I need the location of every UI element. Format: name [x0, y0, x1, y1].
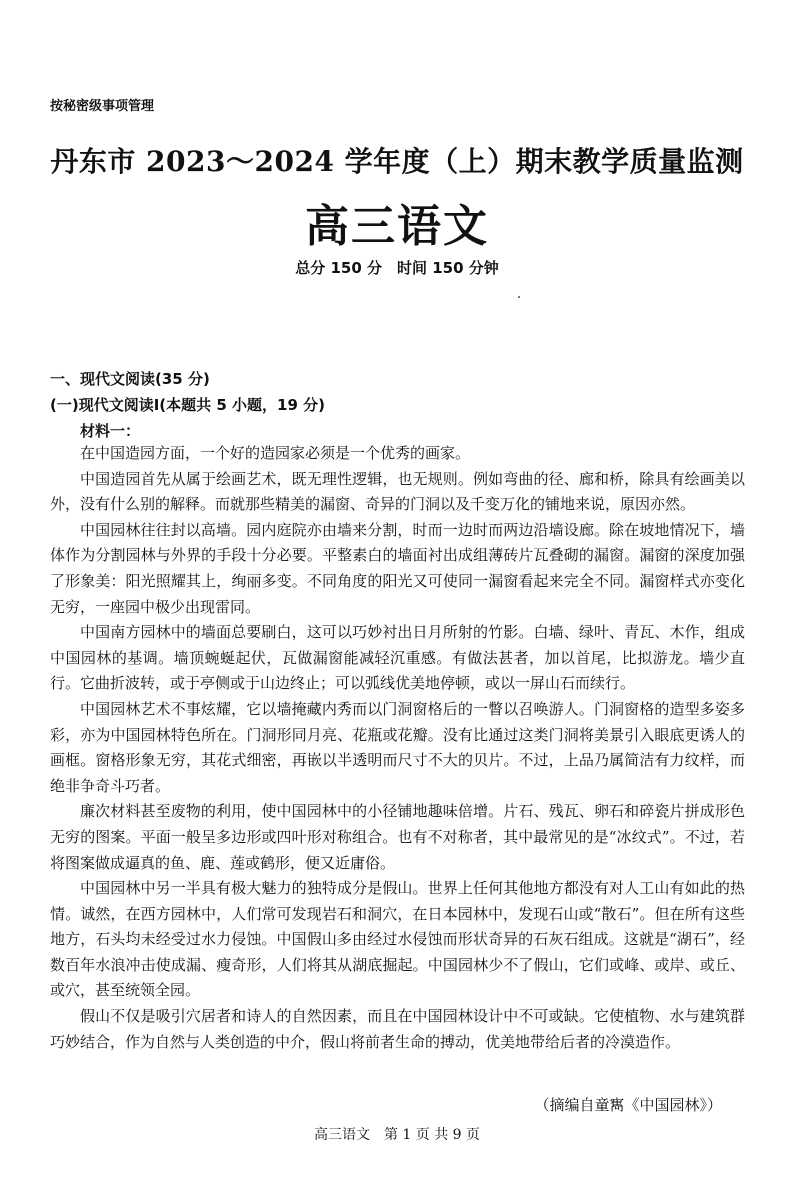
subject-title: 高三语文 — [305, 201, 489, 252]
paragraph: 中国园林往往封以高墙。园内庭院亦由墙来分割，时而一边时而两边沿墙设廊。除在坡地情况下，墙体作为分割园林与外界的手段十分必要。平整素白的墙面衬出成组薄砖片瓦叠砌的漏窗。漏窗的深度加强了形象美：阳光照耀其上，绚丽多变。不同角度的阳光又可使同一漏窗看起来完全不同。漏窗样式亦变化无穷，一座园中极少出现雷同。 — [50, 520, 745, 616]
exam-title: 丹东市 2023～2024 学年度（上）期末教学质量监测 — [50, 145, 744, 178]
material-label: 材料一： — [80, 422, 141, 440]
paragraph: 假山不仅是吸引穴居者和诗人的自然因素，而且在中国园林设计中不可或缺。它使植物、水与建筑群巧妙结合，作为自然与人类创造的中介，假山将前者生命的搏动，优美地带给后者的冷漠造作。 — [50, 1007, 745, 1051]
reading-passage — [50, 441, 745, 1055]
section-heading: 一、现代文阅读(35 分) — [50, 370, 210, 388]
paragraph: 中国园林艺术不事炫耀，它以墙掩藏内秀而以门洞窗格后的一瞥以召唤游人。门洞窗格的造型多姿多彩，亦为中国园林特色所在。门洞形同月亮、花瓶或花瓣。没有比通过这类门洞将美景引入眼底更诱人的画框。窗格形象无穷，其花式细密，再嵌以半透明而尺寸不大的贝片。不过，上品乃属简洁有力纹样，而绝非争奇斗巧者。 — [50, 699, 745, 795]
paragraph: 中国园林中另一半具有极大魅力的独特成分是假山。世界上任何其他地方都没有对人工山有如此的热情。诚然，在西方园林中，人们常可发现岩石和洞穴，在日本园林中，发现石山或“散石”。但在所有这些地方，石头均未经受过水力侵蚀。中国假山多由经过水侵蚀而形状奇异的石灰石组成。这就是“湖石”，经数百年水浪冲击使成漏、瘦奇形，人们将其从湖底掘起。中国园林少不了假山，它们或峰、或岸、或丘、或穴，甚至统领全园。 — [50, 879, 745, 1000]
source-citation: （摘编自童寯《中国园林》） — [534, 1096, 722, 1114]
page-footer: 高三语文 第 1 页 共 9 页 — [313, 1127, 481, 1143]
exam-info: 总分 150 分 时间 150 分钟 — [295, 259, 499, 277]
scan-dot — [518, 296, 520, 298]
paragraph: 中国造园首先从属于绘画艺术，既无理性逻辑，也无规则。例如弯曲的径、廊和桥，除具有绘画美以外，没有什么别的解释。而就那些精美的漏窗、奇异的门洞以及千变万化的铺地来说，原因亦然。 — [50, 469, 745, 514]
paragraph: 在中国造园方面，一个好的造园家必须是一个优秀的画家。 — [80, 444, 471, 462]
paragraph: 中国南方园林中的墙面总要刷白，这可以巧妙衬出日月所射的竹影。白墙、绿叶、青瓦、木作，组成中国园林的基调。墙顶蜿蜒起伏，瓦做漏窗能减轻沉重感。有做法甚者，加以首尾，比拟游龙。墙少直行。它曲折波转，或于亭侧或于山边终止；可以弧线优美地停顿，或以一屏山石而续行。 — [50, 623, 745, 693]
confidentiality-label: 按秘密级事项管理 — [50, 99, 155, 114]
paragraph: 廉次材料甚至废物的利用，使中国园林中的小径铺地趣味倍增。片石、残瓦、卵石和碎瓷片拼成形色无穷的图案。平面一般呈多边形或四叶形对称组合。也有不对称者，其中最常见的是“冰纹式”。不过，若将图案做成逼真的鱼、鹿、莲或鹤形，便又近庸俗。 — [50, 802, 745, 872]
section-subheading: (一)现代文阅读Ⅰ(本题共 5 小题，19 分) — [50, 396, 325, 414]
